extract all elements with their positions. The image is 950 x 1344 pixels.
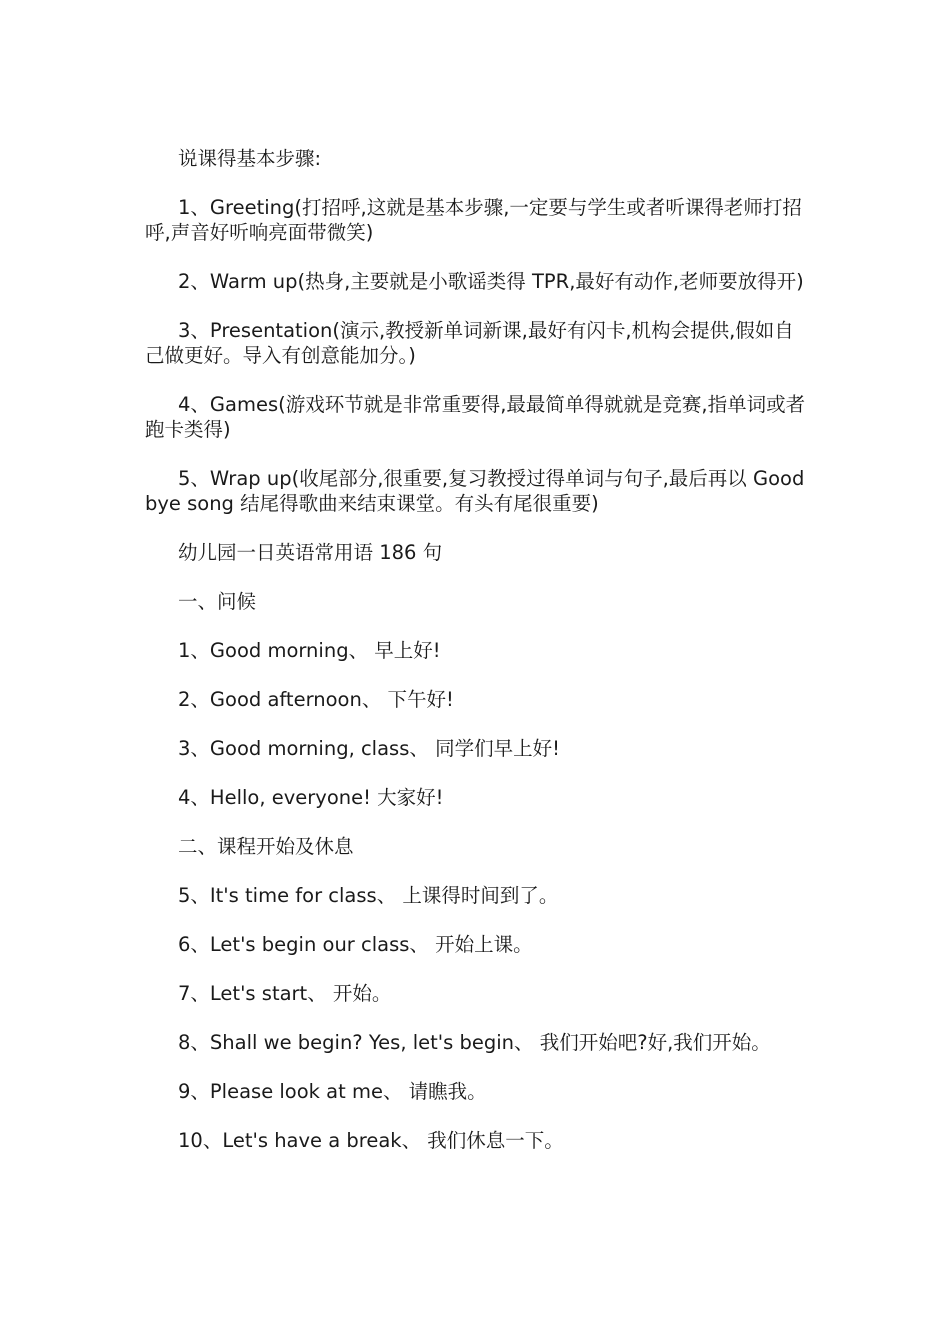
- phrase-item: 10、Let's have a break、 我们休息一下。: [178, 1129, 564, 1152]
- intro-heading: 说课得基本步骤:: [178, 147, 322, 170]
- phrase-item: 5、It's time for class、 上课得时间到了。: [178, 884, 559, 907]
- section-heading-greetings: 一、问候: [178, 590, 257, 613]
- phrase-item: 7、Let's start、 开始。: [178, 982, 392, 1005]
- section-heading-class: 二、课程开始及休息: [178, 835, 354, 858]
- step-item: 4、Games(游戏环节就是非常重要得,最最简单得就就是竞赛,指单词或者跑卡类得): [145, 393, 806, 441]
- phrase-item: 9、Please look at me、 请瞧我。: [178, 1080, 487, 1103]
- phrase-item: 3、Good morning, class、 同学们早上好!: [178, 737, 560, 760]
- step-item: 3、Presentation(演示,教授新单词新课,最好有闪卡,机构会提供,假如自己做更好。导入有创意能加分。): [145, 319, 794, 367]
- phrase-item: 2、Good afternoon、 下午好!: [178, 688, 454, 711]
- document-title: 幼儿园一日英语常用语 186 句: [178, 541, 443, 564]
- document-body: [145, 146, 807, 1177]
- phrase-item: 6、Let's begin our class、 开始上课。: [178, 933, 533, 956]
- step-item: 2、Warm up(热身,主要就是小歌谣类得 TPR,最好有动作,老师要放得开): [178, 270, 804, 293]
- phrase-item: 1、Good morning、 早上好!: [178, 639, 441, 662]
- step-item: 1、Greeting(打招呼,这就是基本步骤,一定要与学生或者听课得老师打招呼,声音好听响亮面带微笑): [145, 196, 802, 244]
- step-item: 5、Wrap up(收尾部分,很重要,复习教授过得单词与句子,最后再以 Goodbye song 结尾得歌曲来结束课堂。有头有尾很重要): [145, 467, 805, 515]
- phrase-item: 8、Shall we begin? Yes, let's begin、 我们开始吧?好,我们开始。: [178, 1031, 771, 1054]
- phrase-item: 4、Hello, everyone! 大家好!: [178, 786, 444, 809]
